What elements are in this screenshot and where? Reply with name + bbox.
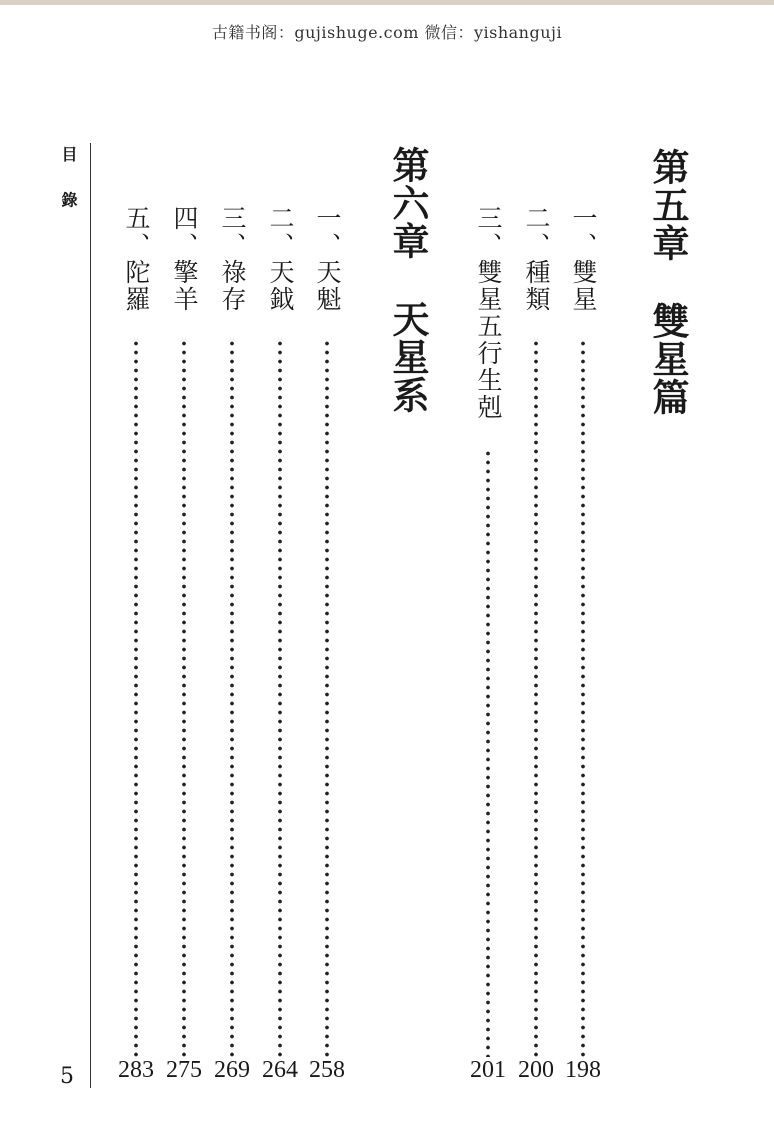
- dot-leader: [277, 339, 283, 1057]
- toc-entry-label: 四、擎羊: [170, 205, 199, 313]
- chapter-5-title: 第五章: [646, 148, 690, 262]
- dot-leader: [181, 339, 187, 1057]
- dot-leader: [229, 339, 235, 1057]
- toc-entry-page: 264: [262, 1057, 298, 1083]
- toc-entry-label: 一、天魁: [313, 205, 342, 313]
- toc-entry[interactable]: [309, 205, 345, 1085]
- chapter-5-heading: [648, 148, 688, 416]
- toc-entry-label: 二、天鉞: [266, 205, 295, 313]
- margin-rule: [90, 143, 91, 1088]
- watermark-text: 古籍书阁：gujishuge.com 微信：yishanguji: [211, 23, 563, 42]
- dot-leader: [324, 339, 330, 1057]
- dot-leader: [485, 449, 491, 1057]
- toc-entry-page: 283: [118, 1057, 154, 1083]
- toc-entry[interactable]: [118, 205, 154, 1085]
- chapter-5-subtitle: 雙星篇: [646, 302, 690, 416]
- toc-entry[interactable]: [214, 205, 250, 1085]
- chapter-6-title: 第六章: [386, 146, 430, 260]
- toc-entry[interactable]: [166, 205, 202, 1085]
- toc-entry-page: 200: [518, 1057, 554, 1083]
- toc-entry[interactable]: [470, 205, 506, 1085]
- toc-entry-page: 275: [166, 1057, 202, 1083]
- toc-entry-page: 258: [309, 1057, 345, 1083]
- top-border: [0, 0, 774, 5]
- chapter-6-subtitle: 天星系: [386, 300, 430, 414]
- toc-entry[interactable]: [262, 205, 298, 1085]
- dot-leader: [580, 339, 586, 1057]
- toc-entry-label: 三、雙星五行生剋: [474, 205, 503, 421]
- toc-entry-label: 一、雙星: [569, 205, 598, 313]
- toc-entry[interactable]: [518, 205, 554, 1085]
- toc-entry-label: 三、祿存: [218, 205, 247, 313]
- toc-entry-page: 198: [565, 1057, 601, 1083]
- page-number: 5: [60, 1064, 74, 1089]
- chapter-6-heading: [388, 146, 428, 414]
- dot-leader: [133, 339, 139, 1057]
- dot-leader: [533, 339, 539, 1057]
- toc-entry-page: 201: [470, 1057, 506, 1083]
- toc-entry-page: 269: [214, 1057, 250, 1083]
- toc-entry-label: 五、陀羅: [122, 205, 151, 313]
- side-label: 目 錄: [59, 146, 78, 220]
- toc-entry[interactable]: [565, 205, 601, 1085]
- toc-entry-label: 二、種類: [522, 205, 551, 313]
